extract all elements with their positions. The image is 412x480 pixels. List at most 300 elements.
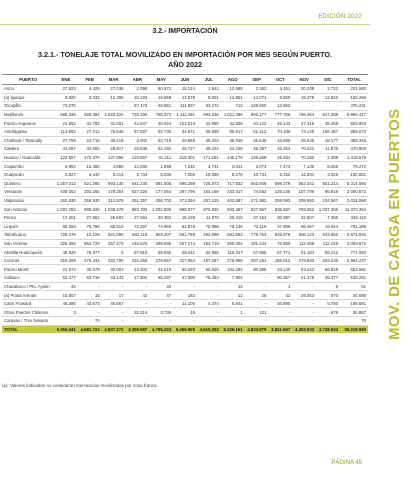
tonnage-cell: 2.722	[316, 85, 340, 94]
port-name-cell: Antofagasta	[2, 127, 54, 136]
tonnage-cell: 10.105	[78, 231, 102, 240]
tonnage-cell: 581.553	[221, 231, 245, 240]
tonnage-cell: 6.964	[54, 162, 78, 171]
tonnage-cell: 15	[173, 308, 197, 317]
tonnage-cell: 6.571.835	[340, 231, 368, 240]
tonnage-cell: 836.687	[268, 205, 292, 214]
tonnage-cell: 19.668	[149, 93, 173, 102]
tonnage-cell: 12.000	[125, 162, 149, 171]
tonnage-cell: 8.314.066	[340, 179, 368, 188]
tonnage-cell: 85.467	[292, 222, 316, 231]
tonnage-cell: 494.099	[197, 231, 221, 240]
tonnage-cell: 66.611	[173, 248, 197, 257]
column-header: AGO	[221, 75, 245, 85]
tonnage-cell: 37.899	[268, 222, 292, 231]
table-row	[2, 153, 368, 162]
tonnage-cell: 42.647	[125, 119, 149, 128]
tonnage-cell: 2.964.237	[340, 256, 368, 265]
tonnage-cell: 756.373	[149, 110, 173, 119]
tonnage-cell: 46.397	[245, 145, 269, 154]
tonnage-cell: 102.013	[173, 119, 197, 128]
tonnage-cell: 29.319	[221, 213, 245, 222]
port-name-cell: Mejillones	[2, 110, 54, 119]
tonnage-cell: 726.190	[125, 110, 149, 119]
tonnage-cell: 29.053	[292, 291, 316, 300]
tonnage-cell: 5.734	[125, 170, 149, 179]
total-cell: 4.615.254	[197, 325, 221, 333]
tonnage-cell: 10.731	[245, 170, 269, 179]
tonnage-cell: 283.236	[316, 256, 340, 265]
port-name-cell: Tocopilla	[2, 102, 54, 111]
port-name-cell: Arica	[2, 85, 54, 94]
tonnage-cell: 3.332	[78, 93, 102, 102]
tonnage-cell: 50.293	[173, 265, 197, 274]
tonnage-cell: 150.256	[340, 93, 368, 102]
tonnage-cell: 24.990	[197, 119, 221, 128]
table-row	[2, 213, 368, 222]
port-name-cell: Lirquén	[2, 222, 54, 231]
tonnage-cell: 72.297	[125, 222, 149, 231]
tonnage-cell: 25.481	[268, 153, 292, 162]
side-title: MOV. DE CARGA EN PUERTOS	[386, 108, 403, 340]
tonnage-cell: 4.374	[197, 299, 221, 308]
tonnage-cell: 171.181	[197, 153, 221, 162]
table-row	[2, 162, 368, 171]
tonnage-cell: 3.736	[149, 308, 173, 317]
tonnage-cell: 817.288	[316, 110, 340, 119]
port-name-cell: Abatilla Hualcópuén	[2, 248, 54, 257]
tonnage-cell: 670	[316, 291, 340, 300]
tonnage-cell: 108.053	[54, 188, 78, 197]
port-name-cell: (a) Iquique	[2, 93, 54, 102]
tonnage-cell: 1.267.312	[54, 179, 78, 188]
tonnage-cell: 78.453	[197, 274, 221, 283]
tonnage-cell: -	[197, 308, 221, 317]
tonnage-cell: 27.036	[102, 85, 126, 94]
tonnage-cell: 32.966	[197, 248, 221, 257]
tonnage-cell: 31.211	[149, 153, 173, 162]
tonnage-cell: -48.961	[149, 102, 173, 111]
total-cell: 3.821.967	[268, 325, 292, 333]
table-row	[2, 231, 368, 240]
tonnage-cell: 53.477	[54, 274, 78, 283]
tonnage-cell: 1.898	[149, 162, 173, 171]
port-name-cell: San Vicente	[2, 239, 54, 248]
tonnage-cell: 19.595	[197, 170, 221, 179]
tonnage-cell: -	[197, 282, 221, 291]
table-row	[2, 110, 368, 119]
tonnage-cell: 188.012	[268, 256, 292, 265]
tonnage-cell: 9.866.417	[340, 110, 368, 119]
tonnage-cell: 194.719	[197, 239, 221, 248]
tonnage-cell: 287.261	[245, 256, 269, 265]
tonnage-cell: -	[292, 308, 316, 317]
tonnage-cell: -	[292, 299, 316, 308]
tonnage-cell: 258.093	[268, 196, 292, 205]
tonnage-cell: 63.716	[78, 274, 102, 283]
table-title	[0, 50, 370, 69]
tonnage-cell: 87.473	[125, 102, 149, 111]
tonnage-cell: -	[245, 317, 269, 326]
tonnage-cell: 7.135	[292, 162, 316, 171]
tonnage-cell: -	[316, 102, 340, 111]
tonnage-cell: 34.122	[245, 119, 269, 128]
tonnage-cell: 641.230	[125, 179, 149, 188]
tonnage-cell: 791.185	[340, 222, 368, 231]
tonnage-cell: 626.579	[268, 231, 292, 240]
tonnage-cell: -	[268, 308, 292, 317]
tonnage-cell: 3	[54, 308, 78, 317]
tonnage-cell: 90.517	[221, 127, 245, 136]
tonnage-cell: -	[245, 282, 269, 291]
tonnage-cell: 89.212	[316, 248, 340, 257]
tonnage-cell: 326.385	[54, 239, 78, 248]
tonnage-cell: 95.916	[316, 188, 340, 197]
tonnage-cell: 17.201	[54, 213, 78, 222]
tonnage-cell: 219.301	[173, 153, 197, 162]
tonnage-cell: 12	[221, 291, 245, 300]
tonnage-cell: 2.352	[245, 85, 269, 94]
tonnage-cell: 661.785	[173, 231, 197, 240]
tonnage-cell: 278.993	[292, 256, 316, 265]
tonnage-cell: 18.177	[316, 136, 340, 145]
tonnage-cell: 76	[340, 317, 368, 326]
tonnage-cell: 113.552	[54, 127, 78, 136]
port-name-cell: Huasco / Guacolda	[2, 153, 54, 162]
tonnage-cell: 562.948	[245, 179, 269, 188]
tonnage-cell: 96.253	[54, 222, 78, 231]
column-header: DIC	[316, 75, 340, 85]
total-row	[2, 325, 368, 333]
tonnage-cell: 128.600	[245, 102, 269, 111]
tonnage-cell: 262.830	[54, 196, 78, 205]
tonnage-cell: 12.391	[292, 170, 316, 179]
tonnage-cell: 402.987	[221, 196, 245, 205]
tonnage-cell: 32.254	[268, 145, 292, 154]
tonnage-cell: -	[125, 317, 149, 326]
total-cell: 4.837.272	[102, 325, 126, 333]
tonnage-cell: 70.192	[292, 153, 316, 162]
tonnage-cell: 271.982	[245, 196, 269, 205]
tonnage-cell: 251.357	[125, 196, 149, 205]
tonnage-cell: 100.061	[340, 170, 368, 179]
column-header: ENE	[54, 75, 78, 85]
tonnage-cell: 74.562	[245, 188, 269, 197]
table-row	[2, 179, 368, 188]
tonnage-cell: -	[102, 282, 126, 291]
tonnage-cell: 265.004	[221, 239, 245, 248]
tonnage-cell: 693.130	[102, 179, 126, 188]
tonnage-cell: 1.020.422	[102, 110, 126, 119]
tonnage-cell: 825.384	[78, 110, 102, 119]
tonnage-cell: 26.503	[102, 213, 126, 222]
tonnage-cell: 33.143	[102, 274, 126, 283]
table-row	[2, 170, 368, 179]
tonnage-cell: 766.464	[292, 110, 316, 119]
total-cell: 4.303.003	[292, 325, 316, 333]
tonnage-cell: 26.727	[173, 145, 197, 154]
table-row	[2, 265, 368, 274]
tonnage-cell: 30.003	[102, 265, 126, 274]
tonnage-cell: 3.073	[245, 162, 269, 171]
column-header: PUERTO	[2, 75, 54, 85]
total-cell: 5.466.905	[173, 325, 197, 333]
tonnage-cell: 28	[245, 291, 269, 300]
tonnage-cell: 5.750	[316, 299, 340, 308]
tonnage-cell: 9.601	[197, 93, 221, 102]
tonnage-cell: 470.900	[340, 145, 368, 154]
table-row	[2, 196, 368, 205]
tonnage-cell: 28.817	[102, 145, 126, 154]
tonnage-cell: 5.036	[149, 170, 173, 179]
tonnage-cell: 18.378	[292, 93, 316, 102]
tonnage-cell: 90.367	[268, 274, 292, 283]
header-rule	[0, 24, 370, 25]
tonnage-cell: 36.890	[268, 299, 292, 308]
column-header: FEB	[78, 75, 102, 85]
tonnage-cell: 258.930	[78, 196, 102, 205]
tonnage-cell: 52.192	[149, 145, 173, 154]
tonnage-cell: 46.690	[340, 291, 368, 300]
tonnage-cell: -	[316, 317, 340, 326]
tonnage-cell: 257.273	[102, 239, 126, 248]
tonnage-cell: 42.210	[149, 265, 173, 274]
tonnage-cell: 653.691	[340, 265, 368, 274]
tonnage-cell: 717.832	[221, 179, 245, 188]
tonnage-cell: 15	[78, 291, 102, 300]
table-row	[2, 248, 368, 257]
tonnage-cell: 198.681	[340, 299, 368, 308]
tonnage-cell: 2.398	[316, 153, 340, 162]
tonnage-cell: 297.796	[173, 188, 197, 197]
import-tonnage-table	[2, 74, 368, 333]
tonnage-cell: 178.304	[102, 188, 126, 197]
tonnage-cell: 79.149	[221, 222, 245, 231]
tonnage-cell: 273.394	[173, 196, 197, 205]
tonnage-cell: 5.827	[54, 170, 78, 179]
total-cell: 56.219.969	[340, 325, 368, 333]
tonnage-cell: 56.918	[316, 265, 340, 274]
tonnage-cell: 35.419	[102, 136, 126, 145]
tonnage-cell: 521.090	[102, 231, 126, 240]
tonnage-cell: 503.853	[340, 119, 368, 128]
tonnage-cell: 359.348	[340, 136, 368, 145]
tonnage-cell: 679	[316, 308, 340, 317]
column-header: JUL	[197, 75, 221, 85]
table-row	[2, 188, 368, 197]
tonnage-cell: 1.037.266	[316, 205, 340, 214]
tonnage-cell: 47	[149, 291, 173, 300]
tonnage-cell: 135.669	[245, 153, 269, 162]
port-name-cell: San Antonio	[2, 205, 54, 214]
tonnage-cell: 504.207	[149, 231, 173, 240]
table-row	[2, 308, 368, 317]
port-name-cell: Coquimbo	[2, 162, 54, 171]
tonnage-cell: 8.500	[54, 93, 78, 102]
tonnage-cell: 298.895	[149, 239, 173, 248]
tonnage-cell: 12.842	[316, 93, 340, 102]
port-name-cell: Ventanas	[2, 188, 54, 197]
port-name-cell: Talcahuano	[2, 231, 54, 240]
tonnage-cell: 73.070	[54, 102, 78, 111]
tonnage-cell: 61	[340, 282, 368, 291]
tonnage-cell: 75.546	[102, 127, 126, 136]
port-name-cell: (a) Punta Arenas	[2, 291, 54, 300]
tonnage-cell: 15.124	[173, 85, 197, 94]
footnote: (a): Valores indicados no consideran mercancías movilizadas por zona franca	[2, 383, 157, 388]
table-header-row	[2, 75, 368, 85]
tonnage-cell: -	[78, 282, 102, 291]
total-cell: 5.226.161	[221, 325, 245, 333]
tonnage-cell: 257.125	[197, 196, 221, 205]
port-name-cell: Guayacán	[2, 170, 54, 179]
tonnage-cell: 8.275	[221, 170, 245, 179]
tonnage-cell: 36.867	[340, 308, 368, 317]
tonnage-cell: 102.294	[221, 265, 245, 274]
tonnage-cell: 892.177	[245, 110, 269, 119]
table-row	[2, 282, 368, 291]
tonnage-cell: 598.379	[268, 179, 292, 188]
tonnage-cell: 27.759	[54, 136, 78, 145]
tonnage-cell: 37.154	[245, 213, 269, 222]
tonnage-cell: 30.393	[149, 213, 173, 222]
tonnage-cell: 93.272	[197, 102, 221, 111]
tonnage-cell: 112.488	[292, 239, 316, 248]
tonnage-cell: 111.097	[173, 102, 197, 111]
tonnage-cell: 61.184	[292, 248, 316, 257]
port-name-cell: Quintero	[2, 179, 54, 188]
table-row	[2, 136, 368, 145]
column-header: JUN	[173, 75, 197, 85]
tonnage-cell: 32.314	[125, 308, 149, 317]
tonnage-cell: 121	[245, 308, 269, 317]
tonnage-cell: 43.673	[78, 299, 102, 308]
tonnage-cell: 17	[102, 291, 126, 300]
table-row	[2, 256, 368, 265]
tonnage-cell: 1	[268, 282, 292, 291]
tonnage-cell: 27.962	[78, 213, 102, 222]
tonnage-cell: 20.209	[292, 85, 316, 94]
tonnage-cell: 45.936	[221, 136, 245, 145]
tonnage-cell: 14.071	[245, 93, 269, 102]
tonnage-cell: 19.644	[316, 222, 340, 231]
tonnage-cell: 146.520	[125, 239, 149, 248]
tonnage-cell: -	[245, 299, 269, 308]
edition-label: EDICIÓN 2022	[318, 14, 362, 20]
tonnage-cell: 695.298	[173, 179, 197, 188]
tonnage-cell: 35.377	[316, 274, 340, 283]
port-name-cell: Puerto Montt	[2, 265, 54, 274]
tonnage-cell: 42	[268, 291, 292, 300]
table-row	[2, 299, 368, 308]
tonnage-cell: 1.002.352	[54, 205, 78, 214]
tonnage-cell: 1.418.675	[340, 153, 368, 162]
tonnage-cell: 15.886	[268, 136, 292, 145]
tonnage-cell: 7.904	[221, 274, 245, 283]
tonnage-cell: 31.001	[102, 119, 126, 128]
tonnage-cell: 12.865	[221, 85, 245, 94]
tonnage-cell: 3.093.571	[340, 239, 368, 248]
tonnage-cell: 998.977	[173, 205, 197, 214]
tonnage-cell: 1.039.478	[102, 205, 126, 214]
tonnage-cell: 15.439	[173, 213, 197, 222]
tonnage-cell: 1.011.499	[221, 110, 245, 119]
tonnage-cell: 173.476	[78, 153, 102, 162]
tonnage-cell: 33	[149, 282, 173, 291]
tonnage-cell: 48.203	[197, 136, 221, 145]
port-name-cell: Otros Puertos Chilenos	[2, 308, 54, 317]
total-cell: 4.359.987	[125, 325, 149, 333]
tonnage-cell: 777.766	[268, 110, 292, 119]
tonnage-cell: 112.249	[316, 239, 340, 248]
tonnage-cell: 8.311	[221, 162, 245, 171]
tonnage-cell: 586.335	[54, 110, 78, 119]
port-name-cell: Chacabuco / Pto. Aysén	[2, 282, 54, 291]
tonnage-cell: -	[102, 102, 126, 111]
page-number: PÁGINA 45	[331, 460, 362, 466]
tonnage-cell: 778.763	[245, 231, 269, 240]
tonnage-cell: -	[292, 102, 316, 111]
tonnage-cell: 208.993	[292, 196, 316, 205]
table-row	[2, 102, 368, 111]
tonnage-cell: 122.557	[54, 153, 78, 162]
tonnage-cell: 990.626	[78, 205, 102, 214]
tonnage-cell: 52.719	[149, 136, 173, 145]
port-name-cell: Valparaíso	[2, 196, 54, 205]
tonnage-cell: -	[78, 308, 102, 317]
tonnage-cell: 275.667	[149, 256, 173, 265]
tonnage-cell: 76.788	[78, 222, 102, 231]
tonnage-cell: 539.281	[340, 274, 368, 283]
tonnage-cell: 7.006	[173, 170, 197, 179]
tonnage-cell: 49.224	[197, 145, 221, 154]
tonnage-cell: 24.228	[221, 145, 245, 154]
tonnage-cell: 551.214	[316, 179, 340, 188]
port-name-cell: Coronel	[2, 256, 54, 265]
tonnage-cell: 15.460	[78, 162, 102, 171]
tonnage-cell: 1.093.809	[149, 205, 173, 214]
tonnage-cell: 14.851	[221, 93, 245, 102]
tonnage-cell: 345.110	[340, 213, 368, 222]
tonnage-cell: 68.612	[102, 222, 126, 231]
tonnage-cell: 32.782	[78, 119, 102, 128]
total-cell: 5.356.341	[54, 325, 78, 333]
tonnage-cell: 256.703	[149, 196, 173, 205]
tonnage-cell: 34.871	[173, 127, 197, 136]
tonnage-cell: 5	[102, 248, 126, 257]
tonnage-cell: 21.874	[54, 265, 78, 274]
tonnage-cell: 5.841	[221, 299, 245, 308]
tonnage-cell: 63.442	[292, 265, 316, 274]
tonnage-cell: -	[173, 317, 197, 326]
tonnage-cell: 3.025	[316, 170, 340, 179]
tonnage-cell: 5.213	[102, 170, 126, 179]
tonnage-cell: 13.302	[125, 265, 149, 274]
tonnage-cell: 191.444	[245, 239, 269, 248]
tonnage-cell: 11.373.394	[340, 205, 368, 214]
tonnage-cell: 35.838	[197, 127, 221, 136]
table-title-line2: AÑO 2022	[168, 59, 202, 69]
tonnage-cell: 854.729	[78, 239, 102, 248]
tonnage-cell: 983.783	[125, 205, 149, 214]
tonnage-cell: 80.671	[149, 85, 173, 94]
tonnage-cell: 41.097	[54, 145, 78, 154]
tonnage-cell: -	[102, 317, 126, 326]
tonnage-cell: 725.873	[197, 179, 221, 188]
port-name-cell: Puerto Angamos	[2, 119, 54, 128]
port-name-cell: Penco	[2, 213, 54, 222]
tonnage-cell: 41.475	[292, 274, 316, 283]
